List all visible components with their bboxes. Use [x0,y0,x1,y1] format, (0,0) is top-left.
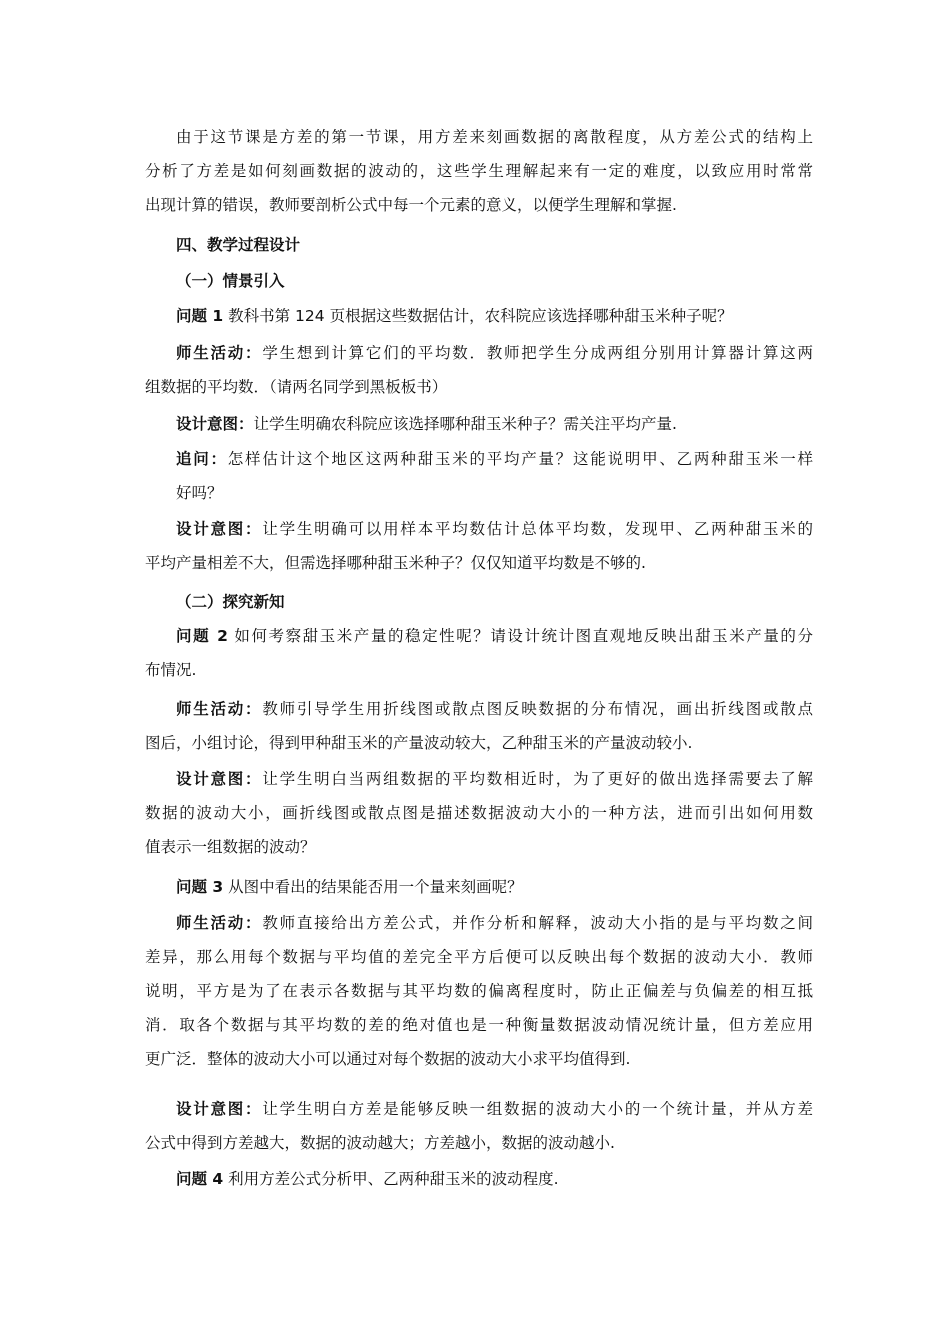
text-line [145,1162,813,1196]
text-line [145,299,813,333]
text-line [145,762,813,796]
question-text: 利用方差公式分析甲、乙两种甜玉米的波动程度. [228,1170,559,1188]
intent-4 [145,1092,813,1160]
text-line [145,336,813,370]
intent-text: 让学生明确农科院应该选择哪种甜玉米种子？需关注平均产量. [253,415,677,433]
subsection-heading [145,264,813,298]
intent-text: 让学生明白方差是能够反映一组数据的波动大小的一个统计量，并从方差 [262,1100,813,1118]
text-line: 组数据的平均数．（请两名同学到黑板板书） [145,378,448,396]
text-line: 布情况. [145,661,197,679]
section-heading [145,228,813,262]
intro-paragraph [145,120,813,222]
subsection-heading [145,585,813,619]
text-line: 消．取各个数据与其平均数的差的绝对值也是一种衡量数据波动情况统计量，但方差应用 [145,1016,813,1034]
text-line [145,619,813,653]
question-label: 问题 3 [176,878,224,896]
text-line: 更广泛．整体的波动大小可以通过对每个数据的波动大小求平均值得到. [145,1050,631,1068]
text-line: 数据的波动大小，画折线图或散点图是描述数据波动大小的一种方法，进而引出如何用数 [145,804,813,822]
text-line: 由于这节课是方差的第一节课，用方差来刻画数据的离散程度，从方差公式的结构上 [176,128,813,146]
text-line [145,870,813,904]
activity-3 [145,906,813,1076]
activity-text: 教师直接给出方差公式，并作分析和解释，波动大小指的是与平均数之间 [262,914,813,932]
part1-title: （一）情景引入 [176,272,285,290]
text-line: 值表示一组数据的波动？ [145,838,316,856]
activity-2 [145,692,813,760]
text-line: 好吗？ [176,484,223,502]
text-line: 平均产量相差不大，但需选择哪种甜玉米种子？仅仅知道平均数是不够的. [145,554,646,572]
question-label: 问题 2 [176,627,228,645]
intent-label: 设计意图： [176,415,254,433]
text-line [145,906,813,940]
intent-1 [145,407,813,441]
question-text: 如何考察甜玉米产量的稳定性呢？请设计统计图直观地反映出甜玉米产量的分 [234,627,813,645]
activity-1 [145,336,813,404]
text-line [145,512,813,546]
question-label: 问题 4 [176,1170,224,1188]
text-line [145,442,813,476]
text-line [145,1092,813,1126]
part2-title: （二）探究新知 [176,593,285,611]
text-line: 公式中得到方差越大，数据的波动越大；方差越小，数据的波动越小. [145,1134,615,1152]
question-1 [145,299,813,333]
activity-label: 师生活动： [176,344,263,362]
question-4 [145,1162,813,1196]
intent-label: 设计意图： [176,770,263,788]
text-line: 分析了方差是如何刻画数据的波动的，这些学生理解起来有一定的难度，以致应用时常常 [145,162,813,180]
text-line: 出现计算的错误，教师要剖析公式中每一个元素的意义，以便学生理解和掌握. [145,196,677,214]
intent-2 [145,512,813,580]
question-text: 从图中看出的结果能否用一个量来刻画呢？ [228,878,523,896]
activity-text: 学生想到计算它们的平均数．教师把学生分成两组分别用计算器计算这两 [262,344,813,362]
activity-text: 教师引导学生用折线图或散点图反映数据的分布情况，画出折线图或散点 [262,700,813,718]
activity-label: 师生活动： [176,700,263,718]
text-line [145,407,813,441]
intent-text: 让学生明确可以用样本平均数估计总体平均数，发现甲、乙两种甜玉米的 [262,520,813,538]
text-line: 图后，小组讨论，得到甲种甜玉米的产量波动较大，乙种甜玉米的产量波动较小. [145,734,693,752]
intent-3 [145,762,813,864]
intent-text: 让学生明白当两组数据的平均数相近时，为了更好的做出选择需要去了解 [262,770,813,788]
followup-label: 追问： [176,450,228,468]
section-title: 四、教学过程设计 [176,236,301,254]
text-line: 说明，平方是为了在表示各数据与其平均数的偏离程度时，防止正偏差与负偏差的相互抵 [145,982,813,1000]
question-text: 教科书第 124 页根据这些数据估计，农科院应该选择哪种甜玉米种子呢？ [228,307,733,325]
followup-text: 怎样估计这个地区这两种甜玉米的平均产量？这能说明甲、乙两种甜玉米一样 [227,450,813,468]
intent-label: 设计意图： [176,1100,263,1118]
followup-question [145,442,813,510]
intent-label: 设计意图： [176,520,263,538]
question-3 [145,870,813,904]
question-2 [145,619,813,687]
activity-label: 师生活动： [176,914,263,932]
text-line: 差异，那么用每个数据与平均值的差完全平方后便可以反映出每个数据的波动大小．教师 [145,948,813,966]
question-label: 问题 1 [176,307,224,325]
text-line [145,692,813,726]
